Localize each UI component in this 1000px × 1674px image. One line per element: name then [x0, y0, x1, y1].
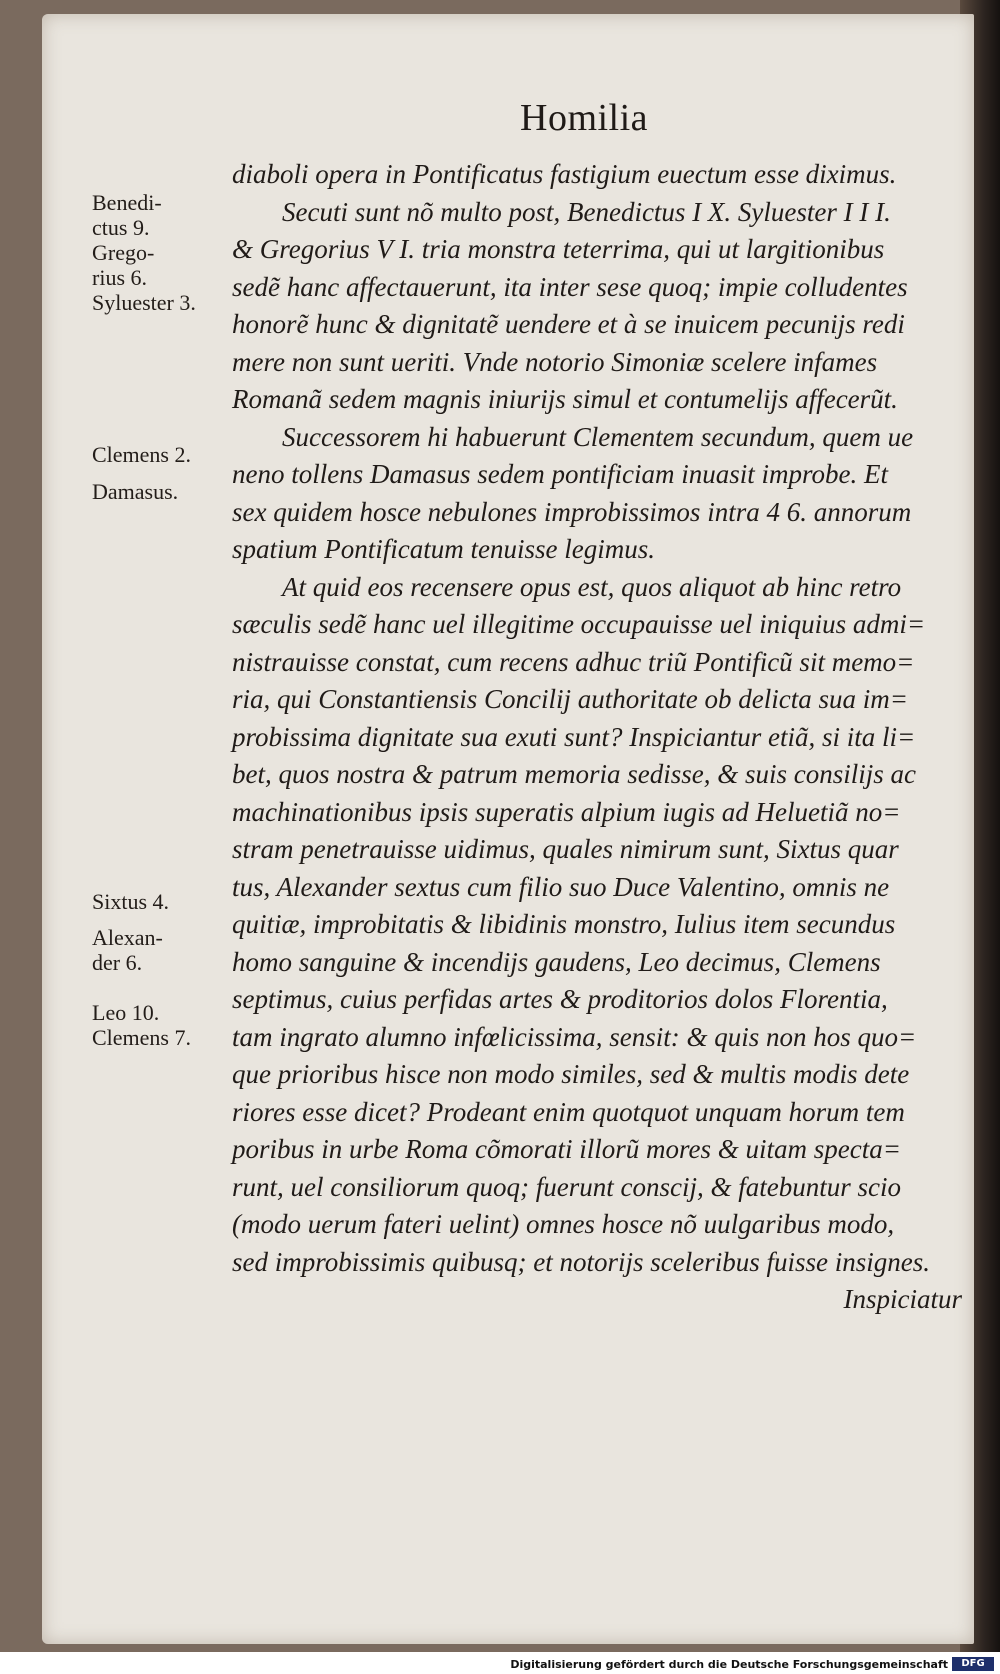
catchword: Inspiciatur: [843, 1284, 962, 1314]
footer-bar: [0, 1652, 1000, 1674]
text-line: mere non sunt ueriti. Vnde notorio Simoniæ scelere infames: [232, 346, 878, 377]
footer-credit: Digitalisierung gefördert durch die Deutsche Forschungsgemeinschaft: [510, 1658, 948, 1671]
text-line: bet, quos nostra & patrum memoria sedisse, & suis consilijs ac: [232, 759, 917, 789]
dfg-logo: DFG: [952, 1657, 994, 1671]
margin-note: Benedi- ctus 9. Grego- rius 6. Syluester 3.: [92, 190, 196, 315]
text-line: honorẽ hunc & dignitatẽ uendere et à se inuicem pecunijs redi: [232, 309, 905, 339]
text-line: & Gregorius V I. tria monstra teterrima, qui ut largitionibus: [232, 234, 885, 264]
margin-note: Leo 10. Clemens 7.: [92, 1000, 191, 1050]
main-text: [232, 156, 962, 1319]
text-line: que prioribus hisce non modo similes, sed & multis modis dete: [232, 1059, 910, 1089]
margin-note: Alexan- der 6.: [92, 925, 163, 975]
text-line: Romanã sedem magnis iniurijs simul et contumelijs affecerũt.: [232, 384, 898, 414]
text-line: machinationibus ipsis superatis alpium iugis ad Heluetiã no=: [232, 796, 901, 827]
text-line: sed improbissimis quibusq; et notorijs sceleribus fuisse insignes.: [232, 1246, 931, 1277]
text-line: nistrauisse constat, cum recens adhuc triũ Pontificũ sit memo=: [232, 646, 915, 677]
text-line: probissima dignitate sua exuti sunt? Inspiciantur etiã, si ita li=: [232, 721, 916, 752]
text-line: At quid eos recensere opus est, quos aliquot ab hinc retro: [282, 571, 902, 602]
text-line: tus, Alexander sextus cum filio suo Duce Valentino, omnis ne: [232, 871, 890, 902]
running-head: Homilia: [520, 97, 649, 139]
text-line: stram penetrauisse uidimus, quales nimirum sunt, Sixtus quar: [232, 834, 899, 864]
text-line: quitiæ, improbitatis & libidinis monstro, Iulius item secundus: [232, 909, 896, 939]
margin-note: Damasus.: [92, 479, 179, 504]
text-line: ria, qui Constantiensis Concilij authoritate ob delicta sua im=: [232, 684, 908, 714]
text-line: runt, uel consiliorum quoq; fuerunt conscij, & fatebuntur scio: [232, 1171, 901, 1202]
text-line: poribus in urbe Roma cõmorati illorũ mores & uitam specta=: [232, 1134, 901, 1164]
text-line: spatium Pontificatum tenuisse legimus.: [232, 534, 655, 564]
margin-note: Sixtus 4.: [92, 889, 170, 914]
text-line: sex quidem hosce nebulones improbissimos intra 4 6. annorum: [232, 496, 912, 527]
margin-note: Clemens 2.: [92, 442, 191, 467]
text-line: (modo uerum fateri uelint) omnes hosce nõ uulgaribus modo,: [232, 1209, 895, 1239]
text-line: Secuti sunt nõ multo post, Benedictus I X. Syluester I I I.: [282, 196, 891, 227]
text-line: riores esse dicet? Prodeant enim quotquot unquam horum tem: [232, 1096, 905, 1127]
text-line: Successorem hi habuerunt Clementem secundum, quem ue: [282, 421, 914, 452]
text-line: tam ingrato alumno infœlicissima, sensit: & quis non hos quo=: [232, 1021, 917, 1052]
text-line: diaboli opera in Pontificatus fastigium euectum esse diximus.: [232, 159, 897, 189]
text-line: homo sanguine & incendijs gaudens, Leo decimus, Clemens: [232, 946, 881, 977]
text-line: neno tollens Damasus sedem pontificiam inuasit improbe. Et: [232, 459, 888, 489]
text-line: sæculis sedẽ hanc uel illegitime occupauisse uel iniquius admi=: [232, 609, 926, 639]
text-line: septimus, cuius perfidas artes & proditorios dolos Florentia,: [232, 984, 888, 1014]
text-line: sedẽ hanc affectauerunt, ita inter sese quoq; impie colludentes: [232, 271, 908, 302]
